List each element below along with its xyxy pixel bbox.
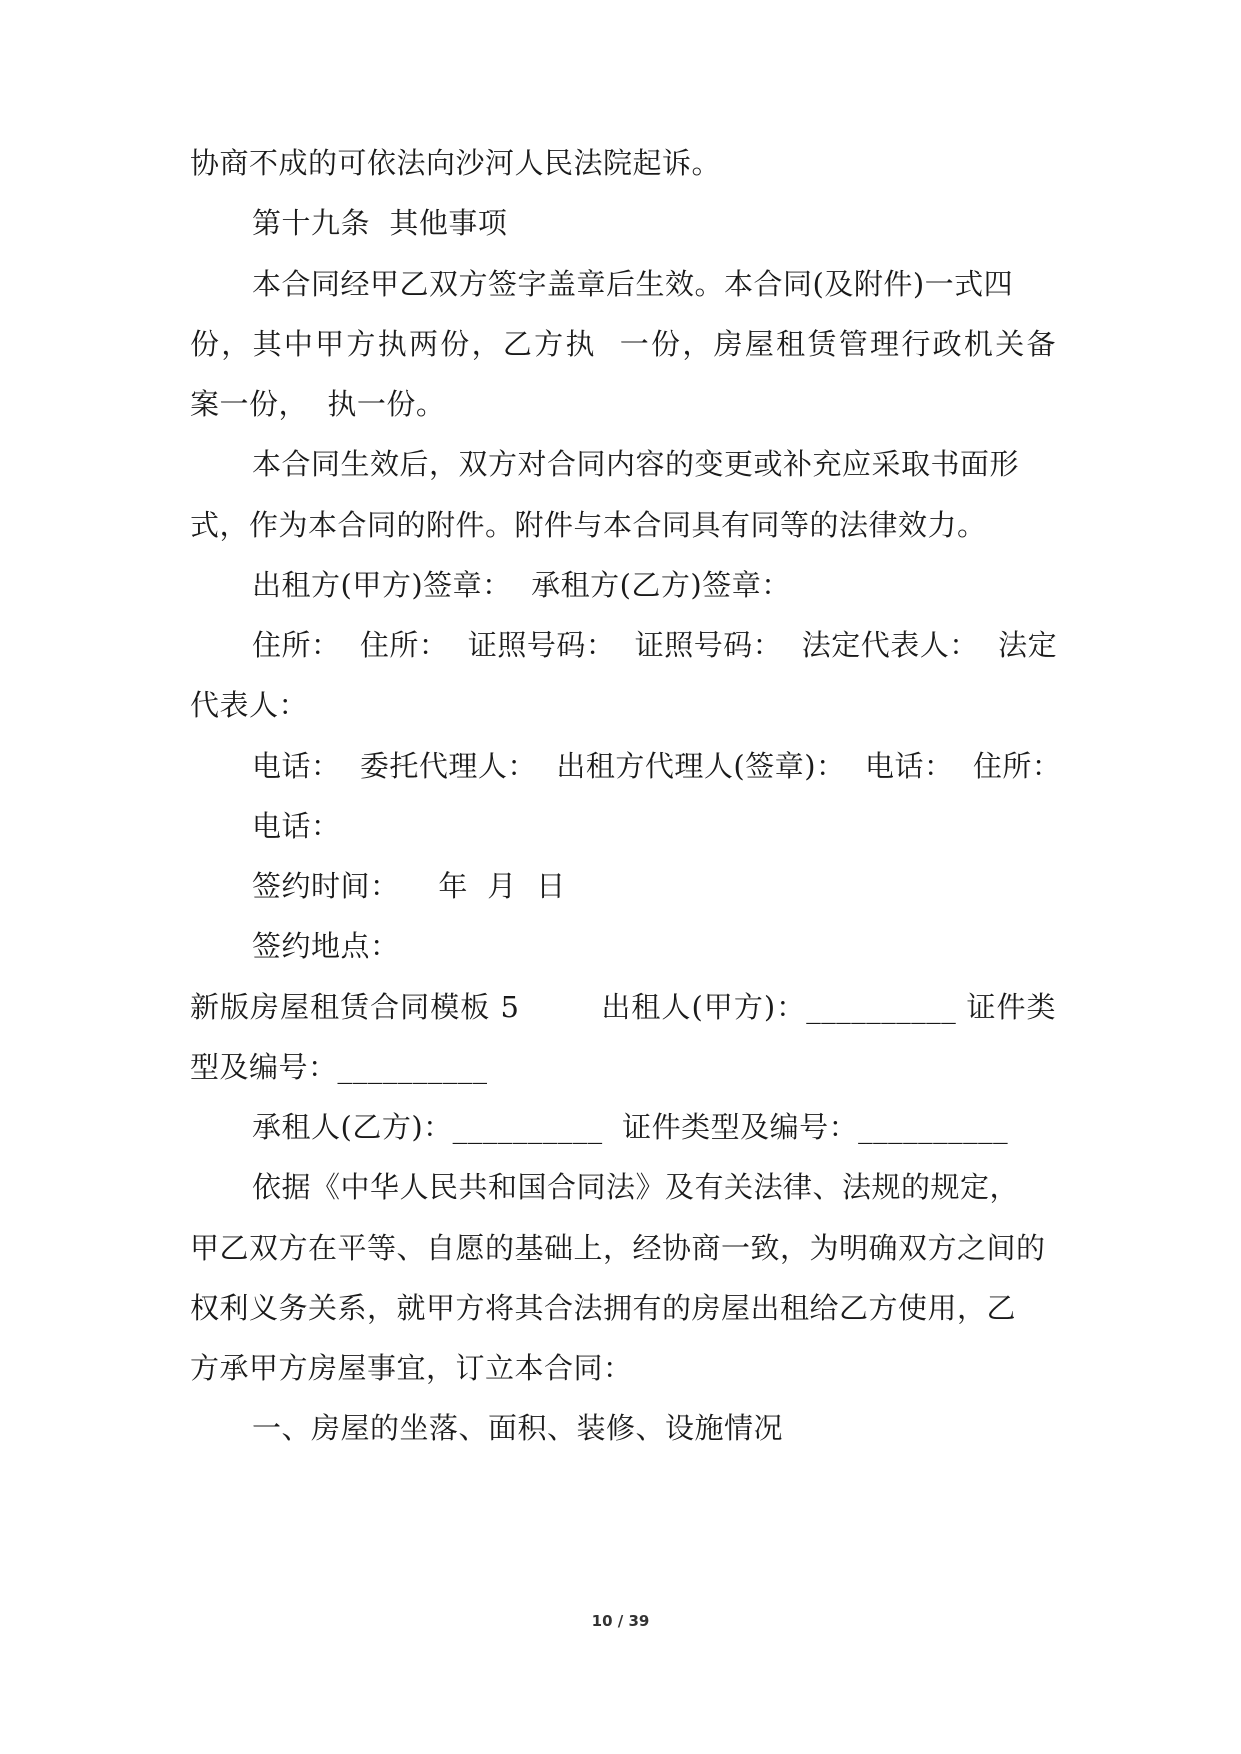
text-line: 本合同生效后，双方对合同内容的变更或补充应采取书面形 — [252, 447, 1020, 481]
signing-date: 签约时间： 年 月 日 — [252, 869, 566, 903]
text-line: 甲乙双方在平等、自愿的基础上，经协商一致，为明确双方之间的 — [190, 1231, 1046, 1265]
text-line: 本合同经甲乙双方签字盖章后生效。本合同(及附件)一式四 — [252, 267, 1014, 301]
text-line: 代表人： — [190, 688, 309, 722]
contract-title-line: 新版房屋租赁合同模板 5 出租人(甲方)：__________ 证件类 — [190, 990, 1056, 1024]
section-heading: 一、房屋的坐落、面积、装修、设施情况 — [252, 1411, 784, 1445]
text-line: 权利义务关系，就甲方将其合法拥有的房屋出租给乙方使用，乙 — [190, 1291, 1017, 1325]
text-line: 承租人(乙方)：__________ 证件类型及编号：__________ — [252, 1110, 1009, 1144]
text-line: 住所： 住所： 证照号码： 证照号码： 法定代表人： 法定 — [252, 628, 1058, 662]
text-line: 电话： — [252, 809, 341, 843]
text-line: 电话： 委托代理人： 出租方代理人(签章)： 电话： 住所： — [252, 749, 1062, 783]
text-line: 方承甲方房屋事宜，订立本合同： — [190, 1351, 633, 1385]
text-line: 型及编号：__________ — [190, 1050, 488, 1084]
text-line: 协商不成的可依法向沙河人民法院起诉。 — [190, 146, 722, 180]
text-line: 份，其中甲方执两份，乙方执 一份，房屋租赁管理行政机关备 — [190, 327, 1056, 361]
text-line: 案一份， 执一份。 — [190, 387, 446, 421]
section-heading: 第十九条 其他事项 — [252, 206, 508, 240]
signing-place: 签约地点： — [252, 929, 400, 963]
signature-line: 出租方(甲方)签章： 承租方(乙方)签章： — [252, 568, 791, 602]
text-line: 依据《中华人民共和国合同法》及有关法律、法规的规定， — [252, 1170, 1020, 1204]
page-number: 10 / 39 — [591, 1612, 650, 1630]
text-line: 式，作为本合同的附件。附件与本合同具有同等的法律效力。 — [190, 508, 987, 542]
